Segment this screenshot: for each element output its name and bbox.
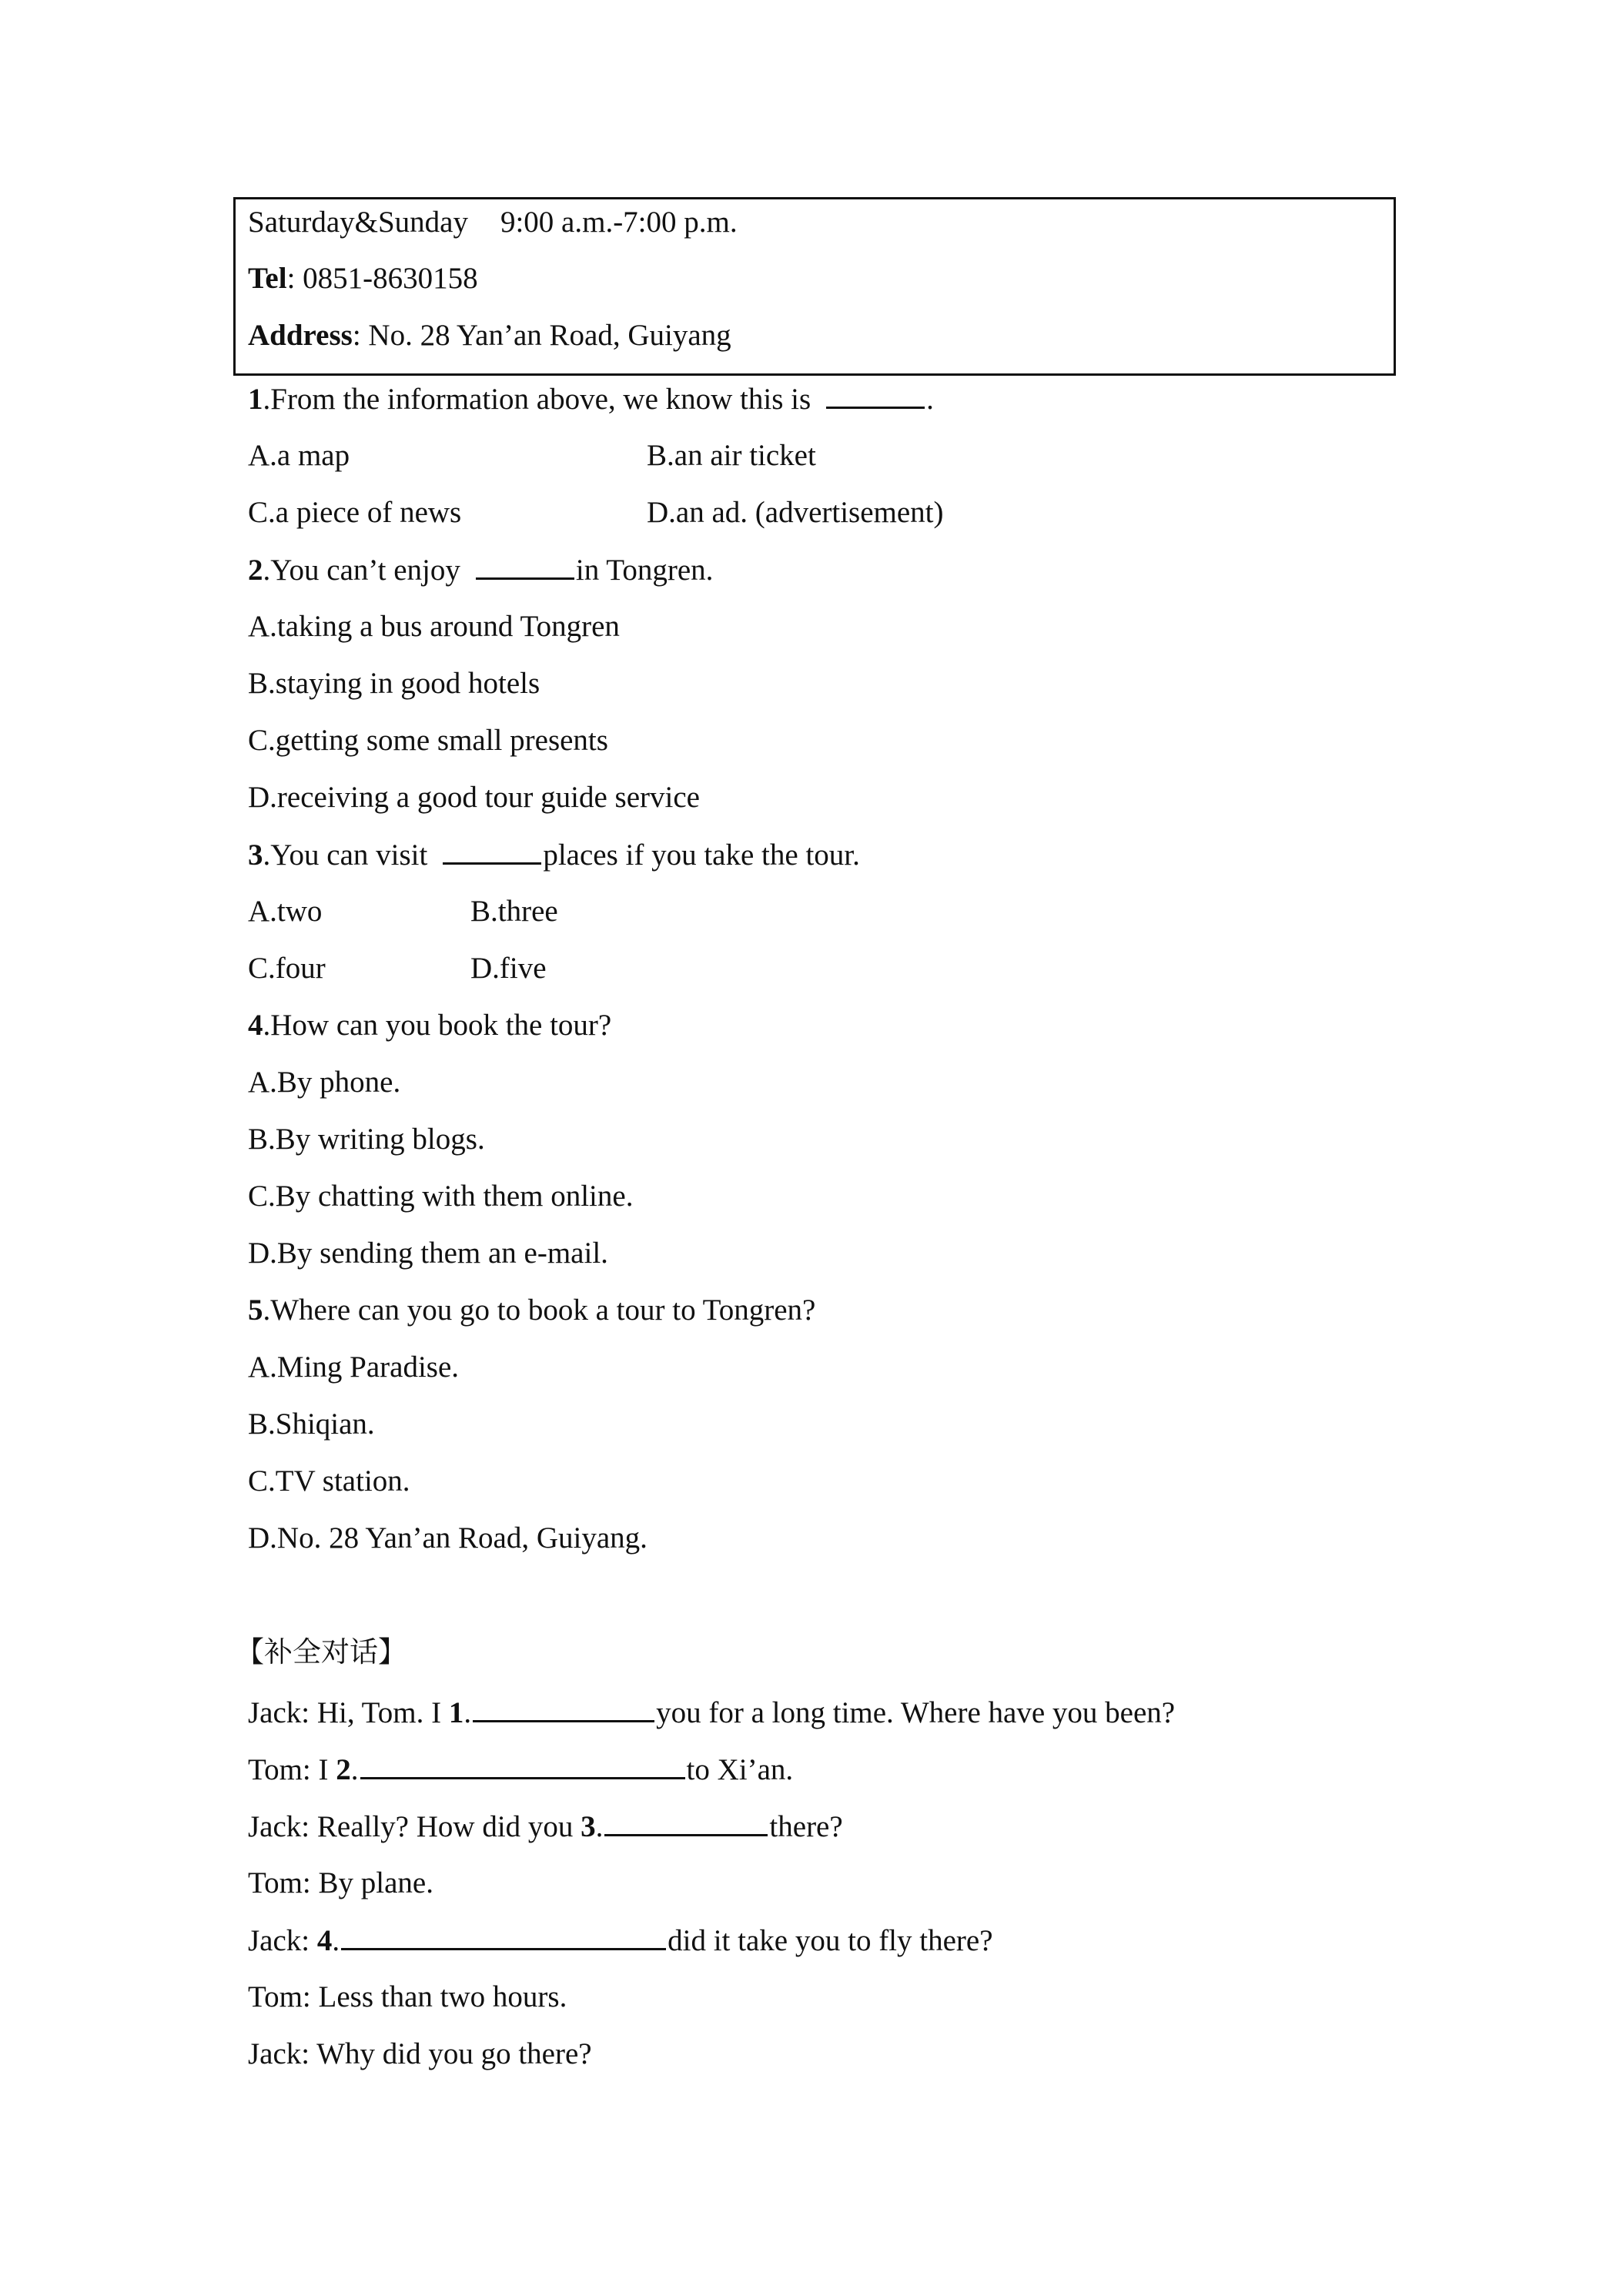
opening-hours xyxy=(248,204,738,241)
option-c: C.By chatting with them online. xyxy=(248,1180,634,1213)
dialogue-text: Jack: xyxy=(248,1924,317,1957)
dialogue-line: Tom: Less than two hours. xyxy=(248,1980,567,2013)
dialogue-text: to Xi’an. xyxy=(686,1753,794,1786)
question-stem: .You can’t enjoy xyxy=(263,554,460,587)
option-d: D.No. 28 Yan’an Road, Guiyang. xyxy=(248,1521,648,1555)
option-a: A.taking a bus around Tongren xyxy=(248,610,620,643)
question-number: 4 xyxy=(248,1009,263,1042)
option-c: C.four xyxy=(248,952,326,985)
question-stem-end: . xyxy=(926,383,934,416)
option-c: C.TV station. xyxy=(248,1464,410,1498)
question-5 xyxy=(248,1292,815,1329)
option-row xyxy=(647,494,944,531)
dialogue-text: you for a long time. Where have you been? xyxy=(656,1696,1176,1729)
dialogue-line: Jack: Why did you go there? xyxy=(248,2037,592,2070)
option-d: D.an ad. (advertisement) xyxy=(647,496,944,529)
question-stem: .How can you book the tour? xyxy=(263,1009,612,1042)
dialogue-line: Tom: I 2. to Xi’an. xyxy=(248,1751,793,1789)
answer-blank xyxy=(604,1808,768,1836)
option-c: C.getting some small presents xyxy=(248,724,608,757)
dialogue-text: Jack: Hi, Tom. I xyxy=(248,1696,449,1729)
question-stem: .Where can you go to book a tour to Tongren? xyxy=(263,1294,816,1327)
question-1 xyxy=(248,380,934,418)
option-a: A.two xyxy=(248,895,323,928)
question-3 xyxy=(248,836,860,874)
option-d: D.By sending them an e-mail. xyxy=(248,1237,608,1270)
option-b: B.Shiqian. xyxy=(248,1407,375,1441)
option-b: B.three xyxy=(470,895,558,928)
blank-number: 2 xyxy=(336,1753,351,1786)
answer-blank xyxy=(473,1694,654,1722)
answer-blank xyxy=(443,836,541,865)
option-a: A.a map xyxy=(248,439,350,472)
option-b: B.By writing blogs. xyxy=(248,1123,485,1156)
question-stem: .You can visit xyxy=(263,838,428,872)
blank-number: 1 xyxy=(448,1696,464,1729)
tel-label: Tel xyxy=(248,262,287,295)
hours-days: Saturday&Sunday xyxy=(248,206,468,239)
question-number: 3 xyxy=(248,838,263,872)
blank-number: 4 xyxy=(316,1924,333,1957)
dialogue-text: there? xyxy=(769,1810,843,1843)
option-d: D.receiving a good tour guide service xyxy=(248,781,700,814)
section-heading: 【补全对话】 xyxy=(236,1635,407,1668)
option-b: B.staying in good hotels xyxy=(248,667,540,700)
dialogue-text: Jack: Really? How did you xyxy=(248,1810,581,1843)
tel-value: : 0851-8630158 xyxy=(286,262,478,295)
question-4 xyxy=(248,1007,611,1044)
dialogue-line: Jack: 4. did it take you to fly there? xyxy=(248,1922,993,1960)
question-stem-end: in Tongren. xyxy=(575,554,714,587)
question-2 xyxy=(248,551,713,589)
question-number: 5 xyxy=(248,1294,263,1327)
blank-number: 3 xyxy=(581,1810,596,1843)
option-c: C.a piece of news xyxy=(248,496,462,529)
answer-blank xyxy=(360,1751,685,1779)
option-a: A.Ming Paradise. xyxy=(248,1350,460,1384)
dialogue-text: did it take you to fly there? xyxy=(668,1924,993,1957)
dialogue-line: Jack: Hi, Tom. I 1. you for a long time. Where have you been? xyxy=(248,1694,1175,1732)
question-stem-end: places if you take the tour. xyxy=(543,838,860,872)
dialogue-line: Tom: By plane. xyxy=(248,1866,433,1899)
address-label: Address xyxy=(248,319,353,352)
answer-blank xyxy=(826,380,925,409)
option-b: B.an air ticket xyxy=(647,439,816,472)
question-stem: .From the information above, we know this is xyxy=(263,383,812,416)
address-value: : No. 28 Yan’an Road, Guiyang xyxy=(352,319,731,352)
question-number: 2 xyxy=(248,554,263,587)
address xyxy=(248,317,731,354)
answer-blank xyxy=(476,551,574,580)
dialogue-text: Tom: I xyxy=(248,1753,336,1786)
dialogue-line: Jack: Really? How did you 3. there? xyxy=(248,1808,843,1846)
option-row xyxy=(248,494,461,531)
option-a: A.By phone. xyxy=(248,1066,401,1099)
question-number: 1 xyxy=(248,383,263,416)
telephone xyxy=(248,260,478,297)
option-row xyxy=(647,437,816,474)
answer-blank xyxy=(341,1922,666,1950)
option-d: D.five xyxy=(470,952,547,985)
option-row xyxy=(248,437,350,474)
hours-time: 9:00 a.m.-7:00 p.m. xyxy=(500,206,738,239)
